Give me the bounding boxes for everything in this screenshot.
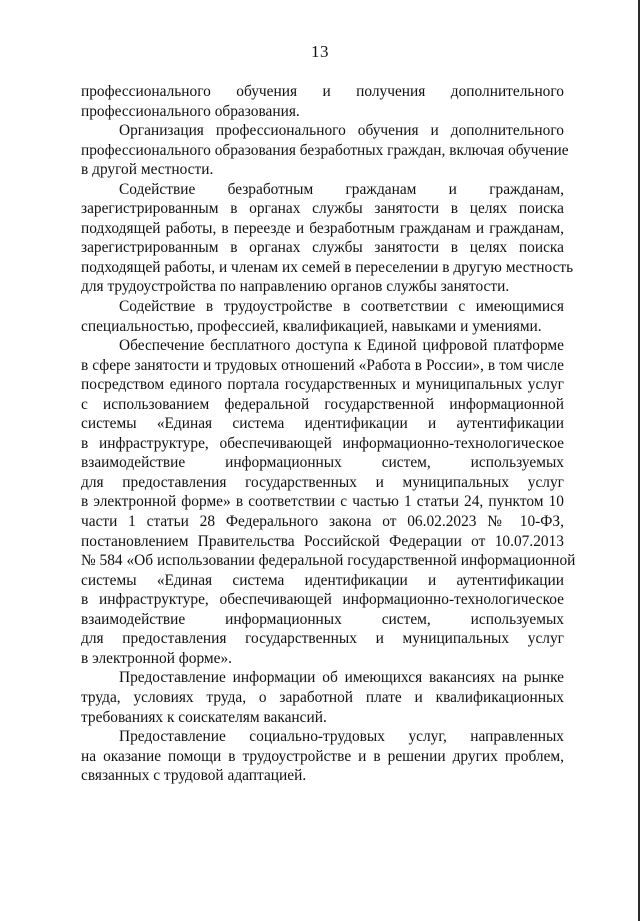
text-line: специальностью, профессией, квалификацией, навыками и умениями. [81,317,542,335]
text-line: постановлением Правительства Российской Федерации от 10.07.2013 [81,532,564,550]
paragraph [81,668,564,727]
text-line: Обеспечение бесплатного доступа к Единой цифровой платформе [119,337,564,355]
text-line: подходящей работы, в переезде и безработным гражданам и гражданам, [81,219,564,237]
paragraph [81,297,564,336]
text-line: системы «Единая система идентификации и аутентификации [81,415,564,433]
text-line: профессионального обучения и получения дополнительного [81,83,564,100]
text-line: труда, условиях труда, о заработной плате и квалификационных [81,688,564,706]
text-line: для предоставления государственных и муниципальных услуг [81,473,564,491]
text-line: в инфраструктуре, обеспечивающей информационно-технологическое [81,434,564,452]
text-line: с использованием федеральной государственной информационной [81,395,564,413]
text-line: в сфере занятости и трудовых отношений «Работа в России», в том числе [81,356,564,374]
text-line: Организация профессионального обучения и дополнительного [119,122,564,140]
document-body [81,82,576,786]
text-line: для трудоустройства по направлению органов службы занятости. [81,278,510,296]
text-line: профессионального образования. [81,102,300,120]
text-line: в электронной форме» в соответствии с частью 1 статьи 24, пунктом 10 [81,493,564,511]
paragraph [81,82,564,121]
paragraph [81,336,576,668]
page-number: 13 [311,42,329,61]
text-line: в электронной форме». [81,649,233,667]
text-line: зарегистрированным в органах службы занятости в целях поиска [81,200,564,218]
text-line: Предоставление информации об имеющихся вакансиях на рынке [119,669,564,687]
text-line: на оказание помощи в трудоустройстве и в решении других проблем, [81,747,564,765]
text-line: взаимодействие информационных систем, используемых [81,610,564,628]
text-line: Содействие в трудоустройстве в соответствии с имеющимися [119,298,564,316]
paragraph [81,121,569,180]
text-line: части 1 статьи 28 Федерального закона от 06.02.2023 № 10-ФЗ, [81,513,564,531]
text-line: системы «Единая система идентификации и аутентификации [81,571,564,589]
text-line: № 584 «Об использовании федеральной государственной информационной [81,552,576,570]
text-line: зарегистрированным в органах службы занятости в целях поиска [81,239,564,257]
text-line: Содействие безработным гражданам и гражданам, [119,180,564,198]
text-line: подходящей работы, и членам их семей в переселении в другую местность [81,258,574,276]
text-line: для предоставления государственных и муниципальных услуг [81,630,564,648]
text-line: профессионального образования безработных граждан, включая обучение [81,141,569,159]
text-line: посредством единого портала государственных и муниципальных услуг [81,376,564,394]
text-line: связанных с трудовой адаптацией. [81,767,307,785]
text-line: Предоставление социально-трудовых услуг, направленных [119,728,564,746]
text-line: в инфраструктуре, обеспечивающей информационно-технологическое [81,591,564,609]
paragraph [81,727,564,786]
text-line: в другой местности. [81,161,214,179]
text-line: взаимодействие информационных систем, используемых [81,454,564,472]
text-line: требованиях к соискателям вакансий. [81,708,327,726]
paragraph [81,180,574,297]
